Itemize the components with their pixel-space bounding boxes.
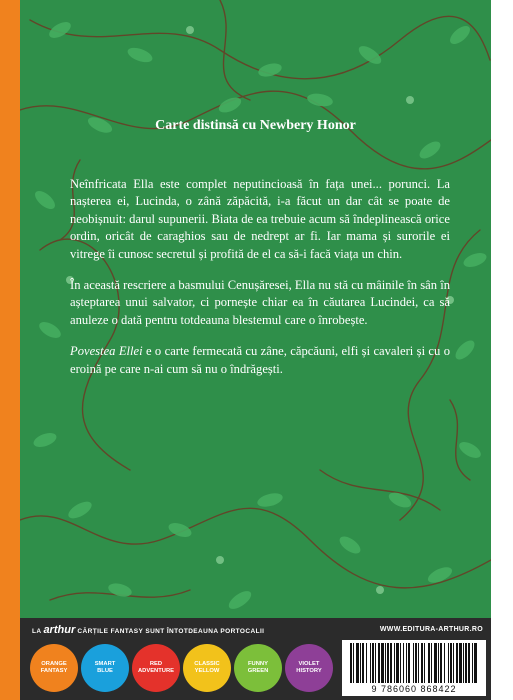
barcode-bar [356,643,359,683]
publisher-brand: arthur [43,624,76,636]
collection-circles [30,644,335,696]
blurb-paragraph-rest: e o carte fermecată cu zâne, căpcăuni, elfi și cavaleri și cu o eroină pe care n-ai cum să nu o îndrăgești. [70,344,450,376]
orange-spine [0,0,20,700]
barcode-bar [434,643,437,683]
barcode-bar [406,643,407,683]
barcode-bar [372,643,374,683]
barcode-bar [390,643,392,683]
collection-circle: RED ADVENTURE [132,644,180,692]
page-margin [491,0,513,700]
book-title: Povestea Ellei [70,344,143,359]
barcode-bar [385,643,386,683]
barcode-bar [428,643,430,683]
barcode-bar [378,643,380,683]
barcode-bar [408,643,410,683]
barcode-bar [413,643,414,683]
barcode [342,640,486,696]
blurb-text [70,176,450,392]
award-line: Carte distinsă cu Newbery Honor [155,118,356,133]
barcode-bar [381,643,384,683]
publisher-website: WWW.EDITURA-ARTHUR.RO [379,626,483,633]
barcode-bar [421,643,423,683]
barcode-bar [415,643,417,683]
barcode-bar [450,643,452,683]
blurb-paragraph: Neînfricata Ella este complet neputincioasă în fața unei... porunci. La nașterea ei, Lucinda, o zână zăpăcită, i-a făcut un dar cât se poate de neobișnuit: darul supunerii. Biata de ea trebuie acum să îndeplinească orice ordin, oricât de caraghios sau de nedrept ar fi. Iar mama și surorile ei vitrege îi cunosc secretul și profită de el ca să-i facă viața un chin. [70,177,450,261]
collection-circle: ORANGE FANTASY [30,644,78,692]
blurb-paragraph [70,343,450,378]
barcode-bar [387,643,389,683]
barcode-bar [400,643,401,683]
barcode-bar [370,643,371,683]
collection-circle: CLASSIC YELLOW [183,644,231,692]
barcode-bar [394,643,395,683]
barcode-bar [431,643,432,683]
barcode-bar [350,643,352,683]
barcode-bar [440,643,442,683]
blurb-paragraph: În această rescriere a basmului Cenușăresei, Ella nu stă cu mâinile în sân în așteptarea unui salvator, ci pornește chiar ea în căutarea Lucindei, ca să anuleze o dată pentru totdeauna blestemul care o înrobește. [70,278,450,327]
cover-panel [20,0,491,700]
publisher-footer [20,618,491,700]
barcode-bar [424,643,425,683]
isbn-number: 9 786060 868422 [371,684,457,694]
publisher-tagline: LA arthur CĂRȚILE FANTASY SUNT ÎNTOTDEAUNA PORTOCALII [32,624,265,636]
barcode-bar [362,643,364,683]
collection-circle: SMART BLUE [81,644,129,692]
barcode-bar [474,643,477,683]
barcode-bars [348,643,480,683]
barcode-bar [459,643,462,683]
barcode-bar [360,643,361,683]
barcode-bar [438,643,439,683]
barcode-bar [456,643,458,683]
barcode-bar [472,643,473,683]
barcode-bar [353,643,354,683]
barcode-bar [375,643,376,683]
collection-circle: FUNNY GREEN [234,644,282,692]
barcode-bar [444,643,445,683]
barcode-bar [366,643,367,683]
barcode-bar [463,643,464,683]
barcode-bar [468,643,470,683]
barcode-bar [403,643,404,683]
barcode-bar [396,643,399,683]
barcode-bar [453,643,454,683]
collection-circle: VIOLET HISTORY [285,644,333,692]
barcode-bar [465,643,467,683]
barcode-bar [418,643,419,683]
barcode-bar [448,643,449,683]
